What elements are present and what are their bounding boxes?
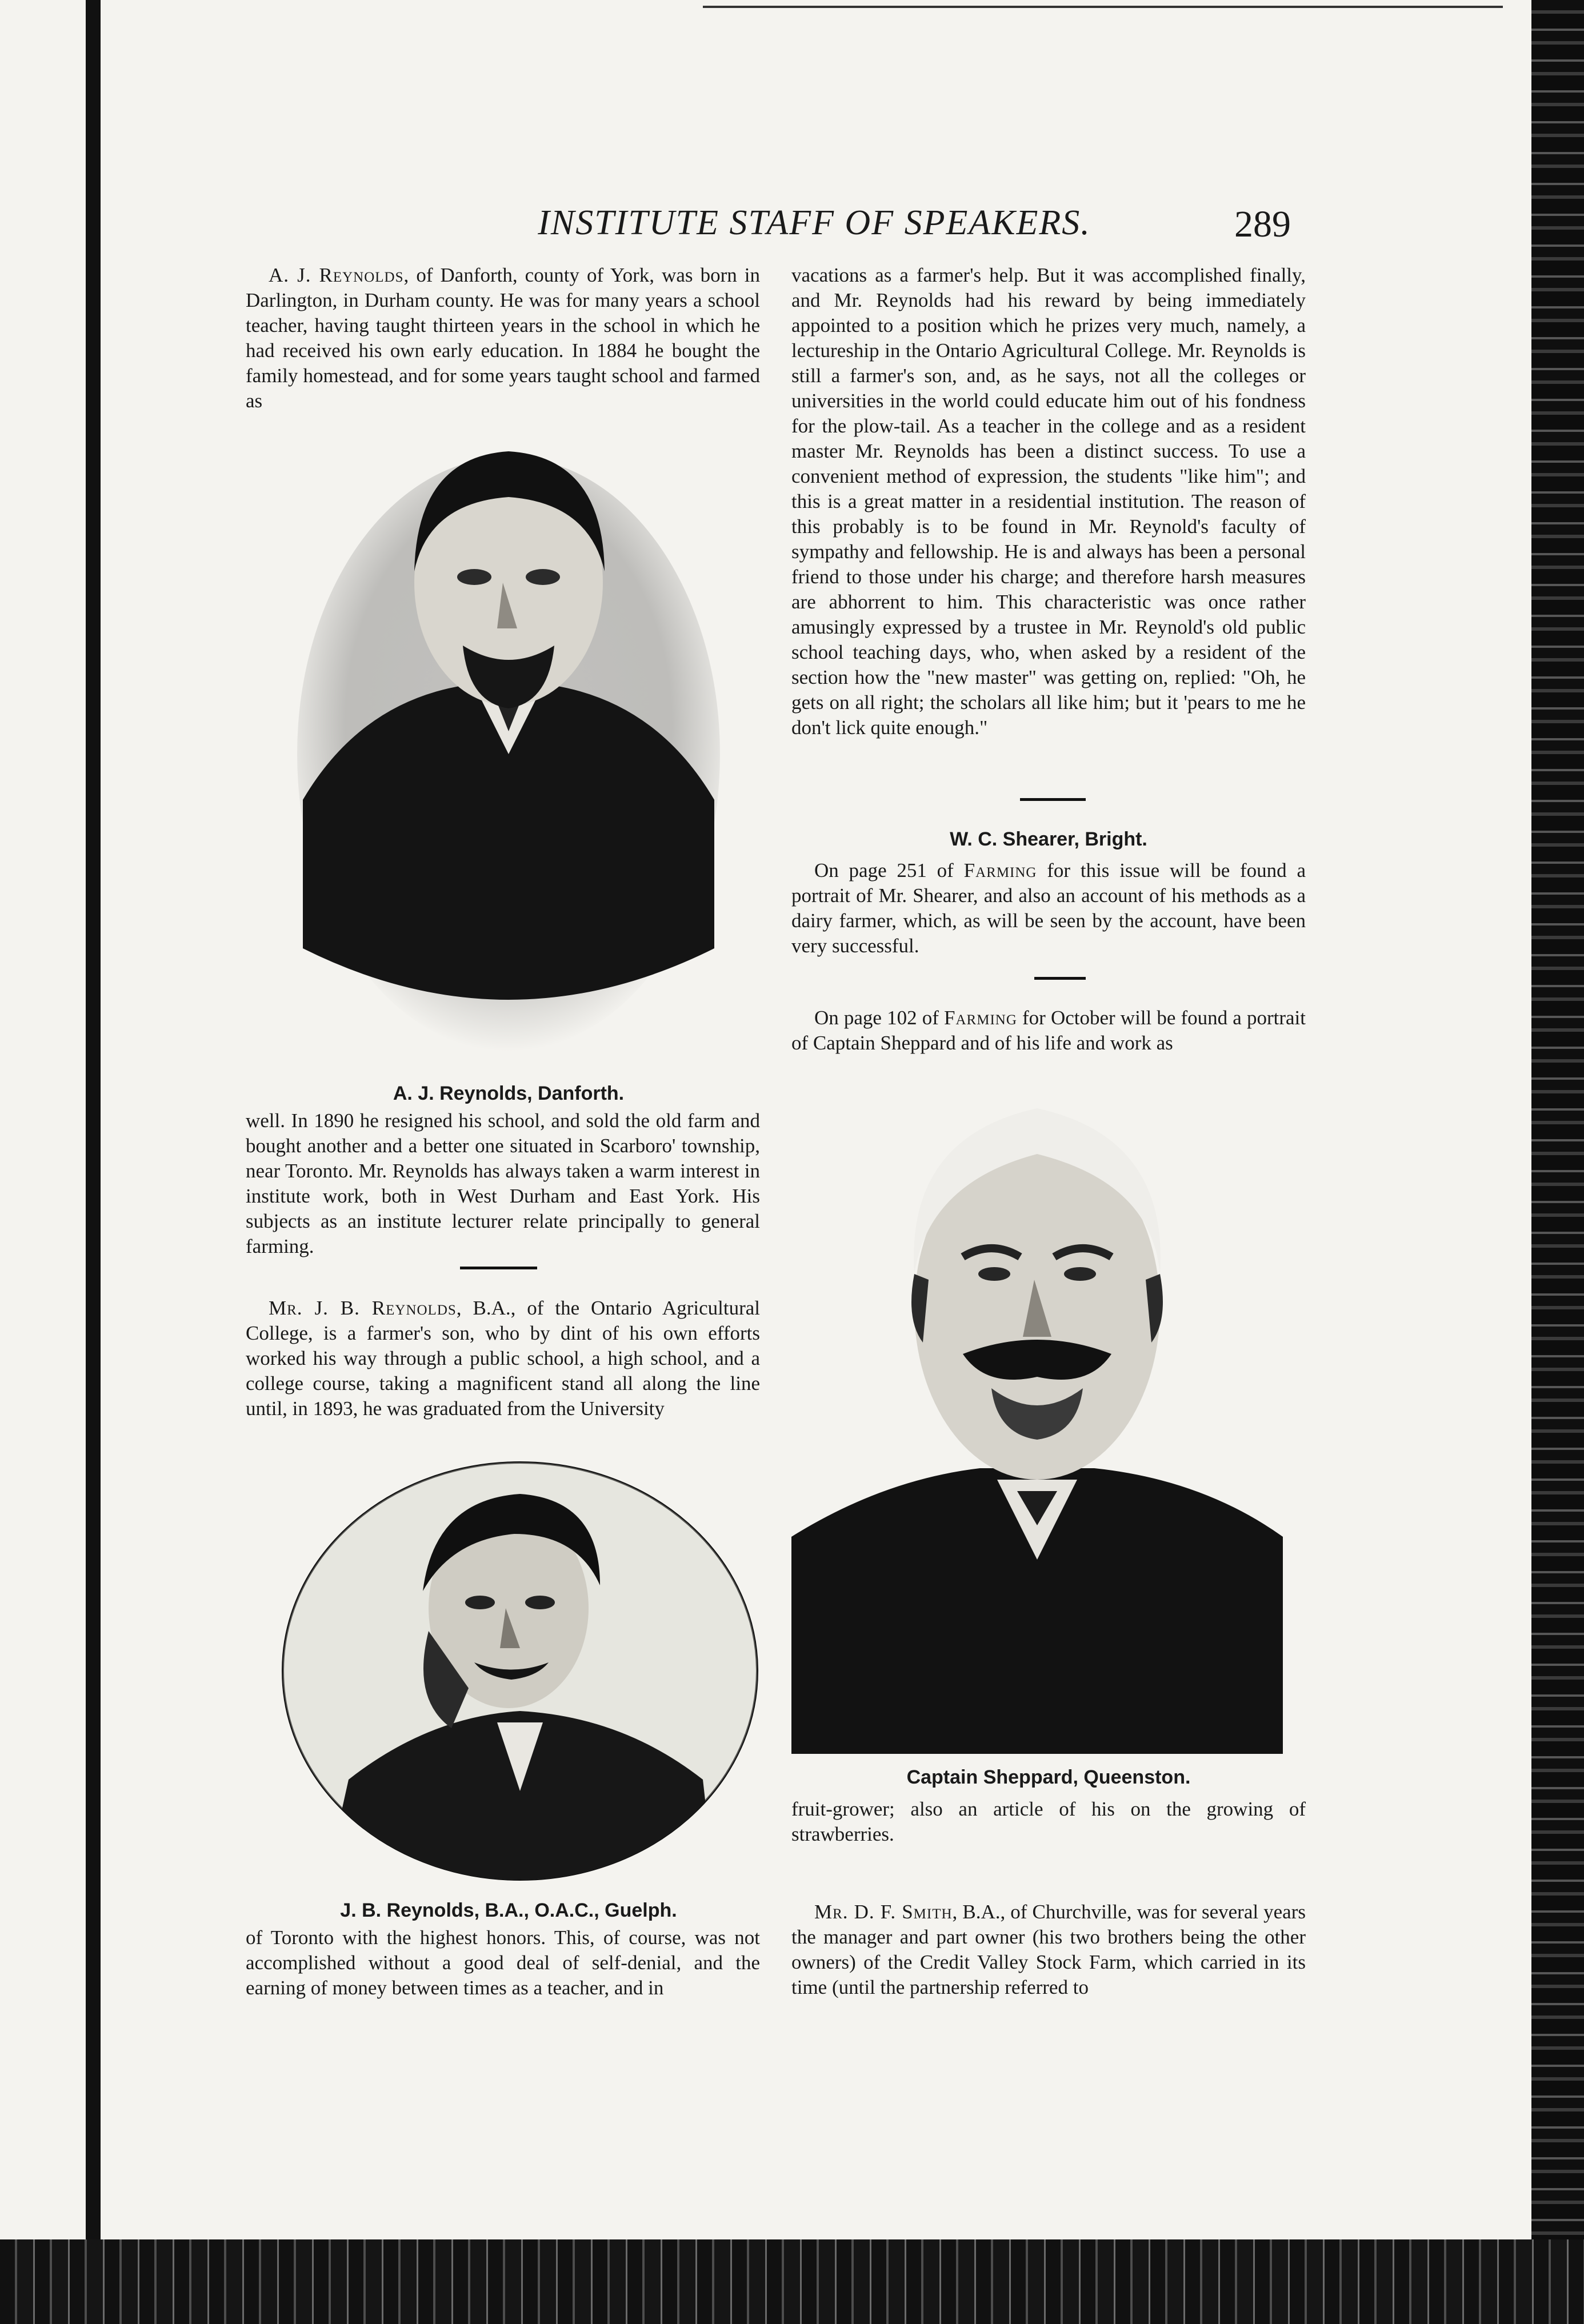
person-name: Mr. D. F. Smith [814,1901,953,1923]
scan-edge-left [86,0,101,2251]
section-rule [1034,977,1086,980]
paragraph-text: for October will be found a portrait of Captain Sheppard and of his life and work as [791,1007,1306,1054]
paragraph-text: for this issue will be found a portrait of Mr. Shearer, and also an account of his methods as a dairy farmer, which, as will be seen by the account, have been very successful. [791,859,1306,957]
right-para-1 [791,263,1306,740]
portrait-captain-sheppard [791,1068,1283,1754]
left-para-4 [246,1925,760,2001]
journal-name: Farming [963,859,1037,881]
paragraph-text: fruit-grower; also an article of his on the growing of strawberries. [791,1798,1306,1845]
paragraph-text: , B.A., of Churchville, was for several years the manager and part owner (his two brothers being the other owners) of the Credit Valley Stock Farm, which carried in its time (until the partnership referred to [791,1901,1306,1998]
right-para-3 [791,1005,1306,1056]
paragraph-text: well. In 1890 he resigned his school, and sold the old farm and bought another and a better one situated in Scarboro' township, near Toronto. Mr. Reynolds has always taken a warm interest in institute work, both in West Durham and East York. His subjects as an institute lecturer relate principally to general farming. [246,1109,760,1257]
paragraph-text: , B.A., of the Ontario Agricultural College, is a farmer's son, who by dint of his own efforts worked his way through a public school, a high school, and a college course, taking a magnificent stand all along the line until, in 1893, he was graduated from the University [246,1297,760,1420]
paragraph-text: On page 102 of [814,1007,945,1029]
left-para-1 [246,263,760,414]
scan-edge-bottom [0,2239,1584,2324]
scan-edge-right [1531,0,1584,2324]
heading-shearer: W. C. Shearer, Bright. [950,828,1147,850]
right-para-5 [791,1900,1306,2000]
paragraph-text: vacations as a farmer's help. But it was accomplished finally, and Mr. Reynolds had his reward by being immediately appointed to a position which he prizes very much, namely, a lectureship in the Ontario Agricultural College. Mr. Reynolds is still a farmer's son, and, as he says, not all the colleges or universities in the world could educate him out of his fondness for the plow-tail. As a teacher in the college and as a resident master Mr. Reynolds has been a distinct success. To use a convenient method of expression, the students "like him"; and this is a great matter in a residential institution. The reason of this probably is to be found in Mr. Reynold's faculty of sympathy and fellowship. He is and always has been a personal friend to those under his charge; and therefore harsh measures are abhorrent to him. This characteristic was once rather amusingly expressed by a trustee in Mr. Reynold's old public school teaching days, who, when asked by a resident of the section how the "new master" was getting on, replied: "Oh, he gets on all right; the scholars all like him; but it 'pears to me he don't lick quite enough." [791,264,1306,739]
running-head: INSTITUTE STAFF OF SPEAKERS. [538,203,1091,242]
portrait-aj-reynolds [291,434,726,1057]
scan-edge-top [703,6,1503,8]
paragraph-text: On page 251 of [814,859,964,881]
right-para-2 [791,858,1306,959]
paragraph-text: of Toronto with the highest honors. This, of course, was not accomplished without a good deal of self-denial, and the earning of money between times as a teacher, and in [246,1926,760,1999]
page-number: 289 [1234,203,1291,245]
paragraph-text: , of Danforth, county of York, was born in Darlington, in Durham county. He was for many years a school teacher, having taught thirteen years in the school in which he had received his own early education. In 1884 he bought the family homestead, and for some years taught school and farmed as [246,264,761,412]
journal-name: Farming [944,1007,1017,1029]
section-rule [460,1267,537,1269]
portrait-jb-reynolds [280,1460,760,1882]
section-rule [1020,798,1086,801]
person-name: A. J. Reynolds [269,264,404,286]
caption-aj-reynolds: A. J. Reynolds, Danforth. [393,1083,625,1104]
left-para-3 [246,1296,760,1421]
caption-captain-sheppard: Captain Sheppard, Queenston. [906,1766,1191,1788]
caption-jb-reynolds: J. B. Reynolds, B.A., O.A.C., Guelph. [340,1900,677,1921]
right-para-4 [791,1797,1306,1847]
left-para-2 [246,1108,760,1259]
person-name: Mr. J. B. Reynolds [269,1297,457,1319]
